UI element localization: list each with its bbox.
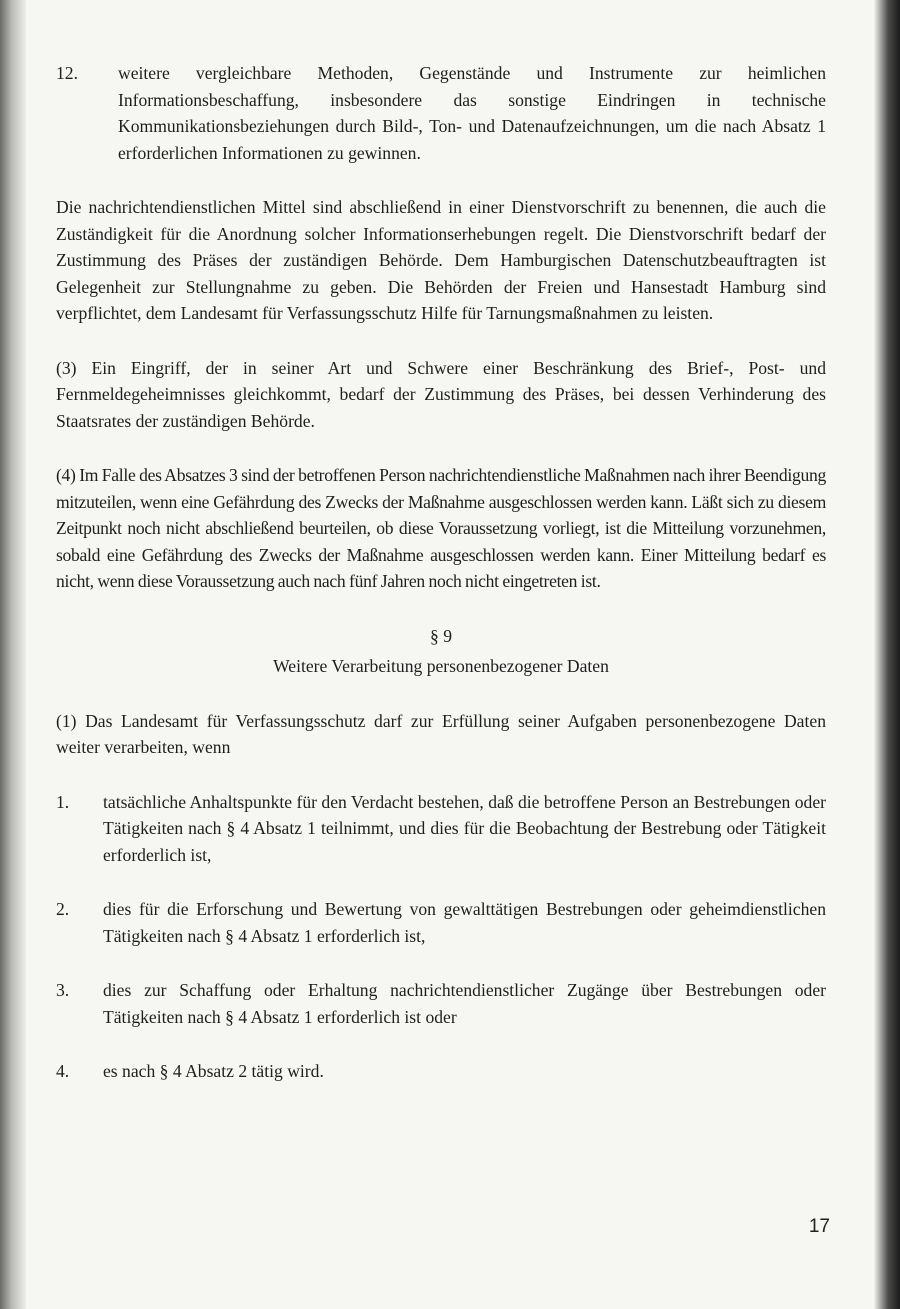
scan-right-edge — [874, 0, 900, 1309]
list-item-number: 3. — [56, 980, 70, 1000]
list-item — [56, 1058, 826, 1085]
list-item-text: dies zur Schaffung oder Erhaltung nachrichtendienstlicher Zugänge über Bestrebungen oder Tätigkeiten nach § 4 Absatz 1 erforderlich ist oder — [103, 980, 826, 1027]
list-item-number: 4. — [56, 1061, 70, 1081]
list-item — [56, 896, 826, 949]
list-item-text: weitere vergleichbare Methoden, Gegenstände und Instrumente zur heimlichen Informationsbeschaffung, insbesondere das sonstige Eindringen in technische Kommunikationsbeziehungen durch Bild-, Ton- und Datenaufzeichnungen, um die nach Absatz 1 erforderlichen Informationen zu gewinnen. — [118, 63, 826, 163]
paragraph-nachrichtendienstliche-mittel: Die nachrichtendienstlichen Mittel sind abschließend in einer Dienstvorschrift zu benennen, die auch die Zuständigkeit für die Anordnung solcher Informationserhebungen regelt. Die Dienstvorschrift bedarf der Zustimmung des Präses der zuständigen Behörde. Dem Hamburgischen Datenschutzbeauftragten ist Gelegenheit zur Stellungnahme zu geben. Die Behörden der Freien und Hansestadt Hamburg sind verpflichtet, dem Landesamt für Verfassungsschutz Hilfe für Tarnungsmaßnahmen zu leisten. — [56, 197, 826, 323]
section-number: § 9 — [430, 625, 452, 646]
section-heading — [56, 623, 826, 680]
list-item-12 — [56, 60, 826, 166]
list-item-text: dies für die Erforschung und Bewertung von gewalttätigen Bestrebungen oder geheimdienstlichen Tätigkeiten nach § 4 Absatz 1 erforderlich ist, — [103, 899, 826, 946]
document-page — [56, 60, 826, 1085]
list-item-text: es nach § 4 Absatz 2 tätig wird. — [103, 1061, 324, 1081]
list-item — [56, 789, 826, 869]
list-item-text: tatsächliche Anhaltspunkte für den Verdacht bestehen, daß die betroffene Person an Bestrebungen oder Tätigkeiten nach § 4 Absatz 1 teilnimmt, und dies für die Beobachtung der Bestrebung oder Tätigkeit erforderlich ist, — [103, 791, 826, 865]
list-item-number: 2. — [56, 899, 70, 919]
list-item-number: 12. — [56, 63, 78, 83]
scan-left-edge — [0, 0, 26, 1309]
paragraph-absatz-4: (4) Im Falle des Absatzes 3 sind der betroffenen Person nachrichtendienstliche Maßnahmen nach ihrer Beendigung mitzuteilen, wenn eine Gefährdung des Zwecks der Maßnahme ausgeschlossen werden kann. Läßt sich zu diesem Zeitpunkt noch nicht abschließend beurteilen, ob diese Voraussetzung vorliegt, ist die Mitteilung vorzunehmen, sobald eine Gefährdung des Zwecks der Maßnahme ausgeschlossen werden kann. Einer Mitteilung bedarf es nicht, wenn diese Voraussetzung auch nach fünf Jahren noch nicht eingetreten ist. — [56, 465, 826, 591]
page-number: 17 — [808, 1216, 830, 1237]
list-item-number: 1. — [56, 791, 70, 812]
list-item — [56, 977, 826, 1030]
paragraph-absatz-3: (3) Ein Eingriff, der in seiner Art und Schwere einer Beschränkung des Brief-, Post- und Fernmeldegeheimnisses gleichkommt, bedarf der Zustimmung des Präses, bei dessen Verhinderung des Staatsrates der zuständigen Behörde. — [56, 357, 826, 431]
section-intro-paragraph: (1) Das Landesamt für Verfassungsschutz darf zur Erfüllung seiner Aufgaben personenbezogene Daten weiter verarbeiten, wenn — [56, 710, 826, 757]
section-title: Weitere Verarbeitung personenbezogener Daten — [273, 656, 609, 676]
